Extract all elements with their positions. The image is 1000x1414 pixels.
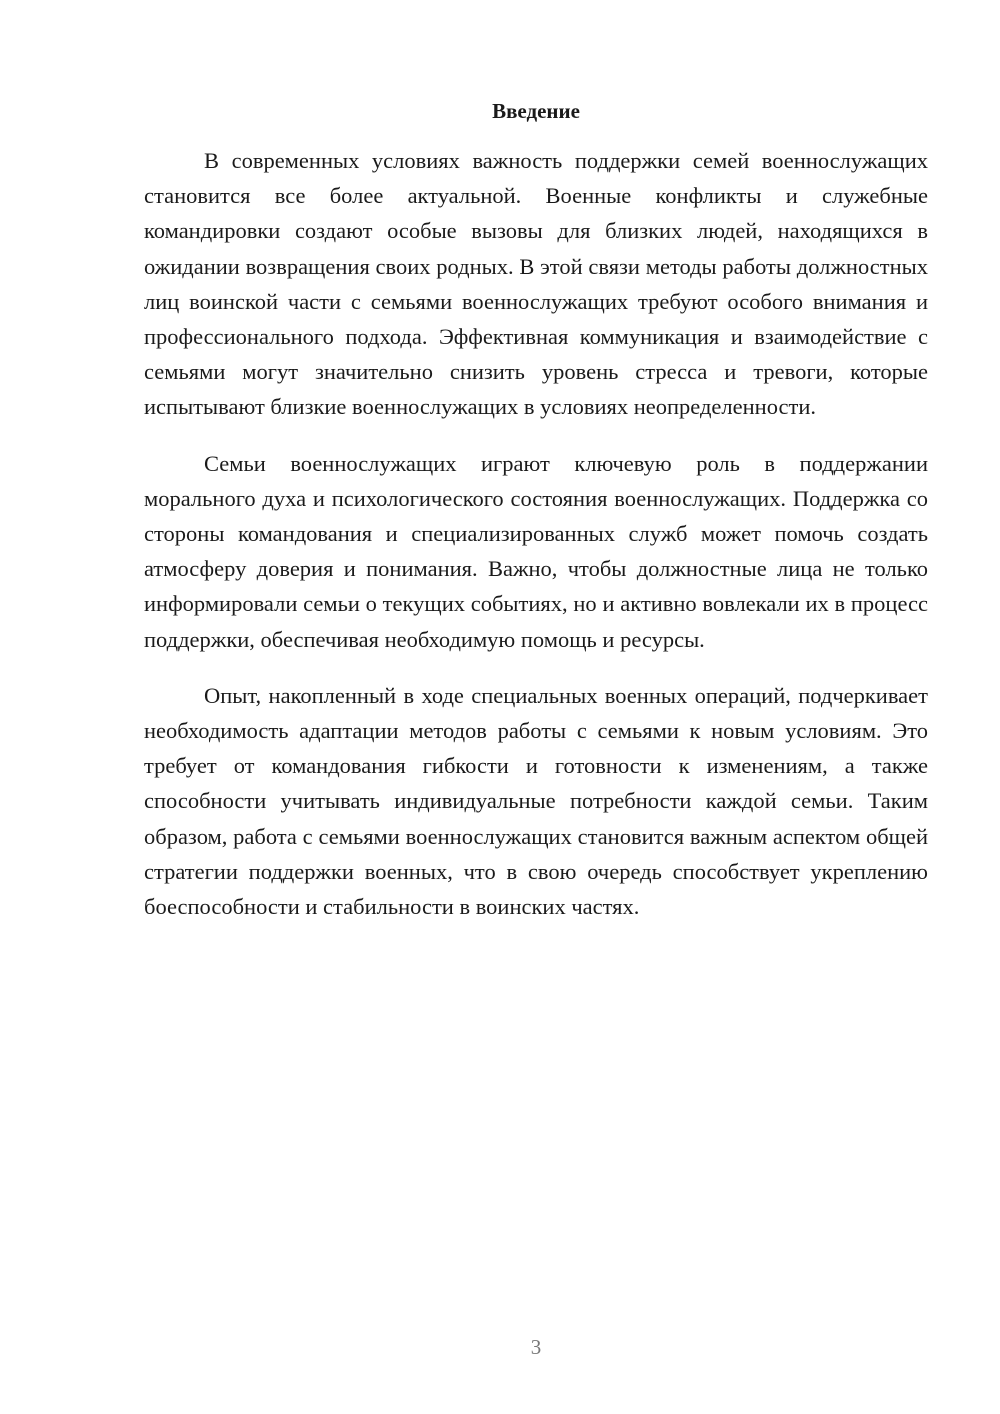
- paragraph-1: В современных условиях важность поддержки семей военнослужащих становится все более актуальной. Военные конфликты и служебные командировки создают особые вызовы для близких людей, находящихся в ожидании возвращения своих родных. В этой связи методы работы должностных лиц воинской части с семьями военнослужащих требуют особого внимания и профессионального подхода. Эффективная коммуникация и взаимодействие с семьями могут значительно снизить уровень стресса и тревоги, которые испытывают близкие военнослужащих в условиях неопределенности.: [144, 148, 928, 420]
- page-number: 3: [530, 1335, 542, 1359]
- paragraph-2: Семьи военнослужащих играют ключевую роль в поддержании морального духа и психологического состояния военнослужащих. Поддержка со стороны командования и специализированных служб может помочь создать атмосферу доверия и понимания. Важно, чтобы должностные лица не только информировали семьи о текущих событиях, но и активно вовлекали их в процесс поддержки, обеспечивая необходимую помощь и ресурсы.: [144, 450, 928, 652]
- body-text: [144, 143, 928, 945]
- paragraph-3: Опыт, накопленный в ходе специальных военных операций, подчеркивает необходимость адаптации методов работы с семьями к новым условиям. Это требует от командования гибкости и готовности к изменениям, а также способности учитывать индивидуальные потребности каждой семьи. Таким образом, работа с семьями военнослужащих становится важным аспектом общей стратегии поддержки военных, что в свою очередь способствует укреплению боеспособности и стабильности в воинских частях.: [144, 682, 928, 920]
- section-heading: Введение: [492, 99, 580, 123]
